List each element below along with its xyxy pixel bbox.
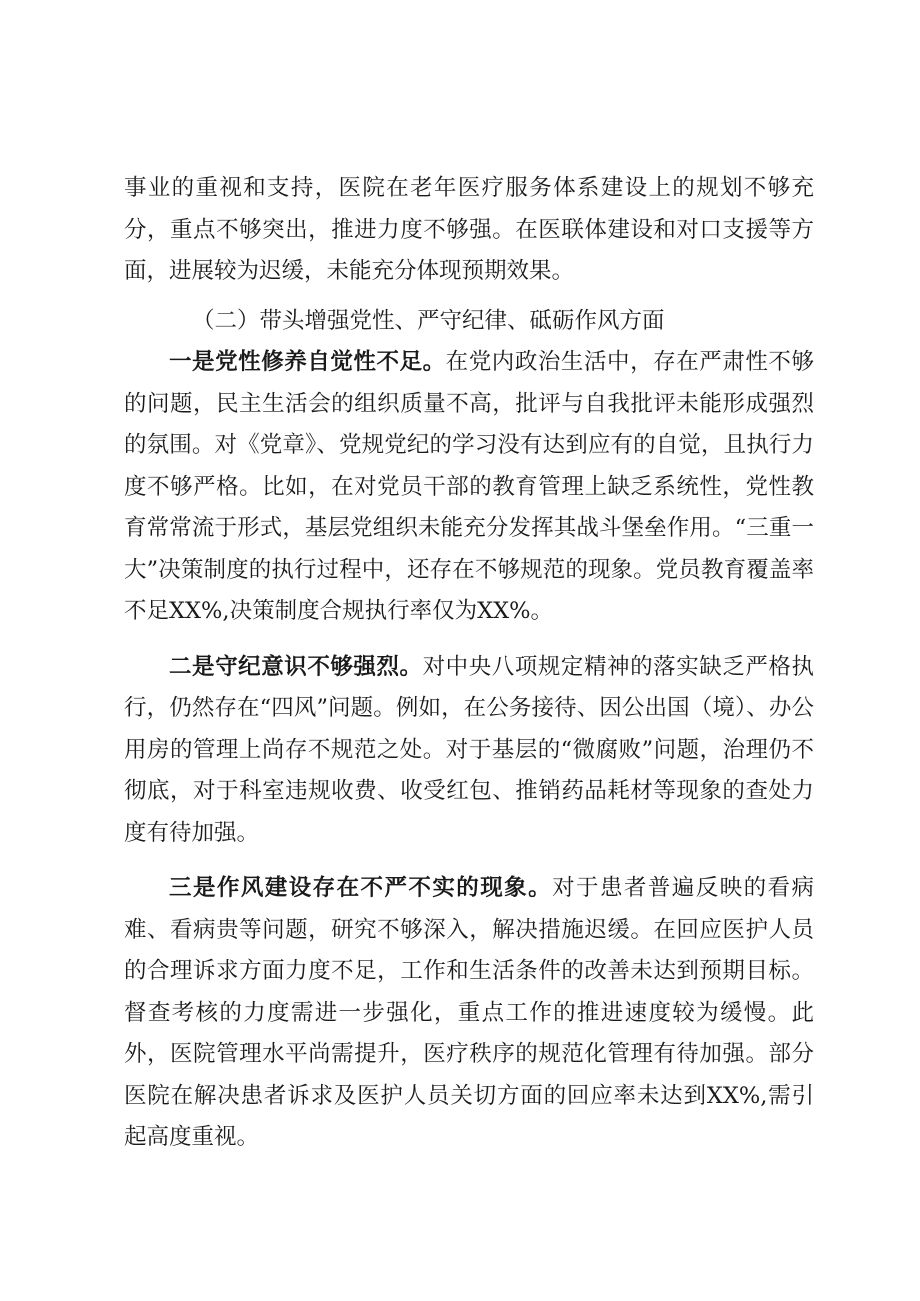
paragraph-lead: 二是守纪意识不够强烈。 (169, 653, 423, 680)
paragraph-discipline (124, 647, 814, 855)
paragraph-lead: 一是党性修养自觉性不足。 (169, 349, 446, 375)
paragraph-lead: 三是作风建设存在不严不实的现象。 (169, 875, 553, 901)
paragraph-continuation: 事业的重视和支持，医院在老年医疗服务体系建设上的规划不够充分，重点不够突出，推进力度不够强。在医联体建设和对口支援等方面，进展较为迟缓，未能充分体现预期效果。 (124, 175, 814, 284)
paragraph-party-spirit (124, 342, 814, 633)
paragraph-body: 在党内政治生活中，存在严肃性不够的问题，民主生活会的组织质量不高，批评与自我批评未能形成强烈的氛围。对《党章》、党规党纪的学习没有达到应有的自觉，且执行力度不够严格。比如，在对党员干部的教育管理上缺乏系统性，党性教育常常流于形式，基层党组织未能充分发挥其战斗堡垒作用。“三重一大”决策制度的执行过程中，还存在不够规范的现象。党员教育覆盖率不足XX%,决策制度合规执行率仅为XX%。 (124, 349, 814, 624)
section-heading: （二）带头增强党性、严守纪律、砥砺作风方面 (192, 307, 665, 334)
paragraph-body: 对于患者普遍反映的看病难、看病贵等问题，研究不够深入，解决措施迟缓。在回应医护人员的合理诉求方面力度不足，工作和生活条件的改善未达到预期目标。督查考核的力度需进一步强化，重点工作的推进速度较为缓慢。此外，医院管理水平尚需提升，医疗秩序的规范化管理有待加强。部分医院在解决患者诉求及医护人员关切方面的回应率未达到XX%,需引起高度重视。 (124, 875, 814, 1150)
paragraph-work-style (124, 868, 814, 1159)
paragraph-body: 对中央八项规定精神的落实缺乏严格执行，仍然存在“四风”问题。例如，在公务接待、因公出国（境）、办公用房的管理上尚存不规范之处。对于基层的“微腐败”问题，治理仍不彻底，对于科室违规收费、收受红包、推销药品耗材等现象的查处力度有待加强。 (124, 653, 814, 846)
document-body (124, 168, 814, 1159)
